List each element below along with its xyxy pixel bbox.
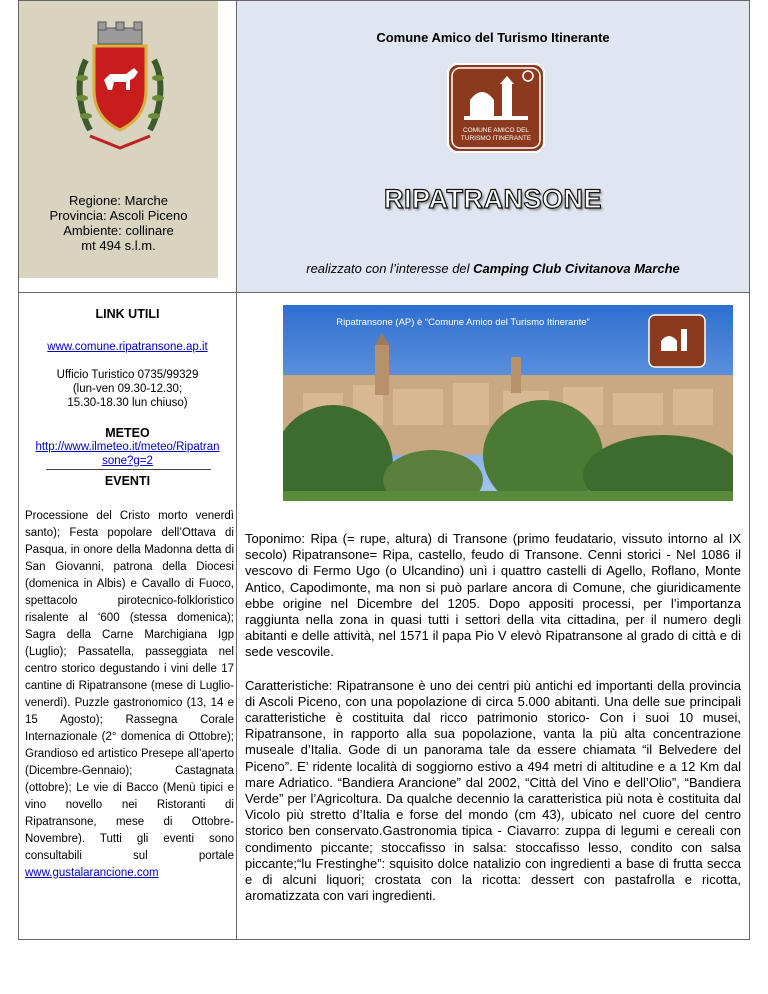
ufficio-line2: (lun-ven 09.30-12.30; [72,383,183,395]
altitudine-text: mt 494 s.l.m. [81,238,156,253]
ufficio-line3: 15.30-18.30 lun chiuso) [67,397,188,409]
credit-line [237,261,749,276]
network-title: Comune Amico del Turismo Itinerante [376,30,610,45]
links-title: LINK UTILI [95,307,160,321]
meteo-link[interactable] [35,441,219,467]
coat-of-arms-icon [70,18,170,158]
town-photo [283,305,733,501]
events-text: Processione del Cristo morto venerdì santo); Festa popolare dell’Ottava di Pasqua, in onore della Madonna detta di San Giovanni, patrona della Diocesi (domenica in Albis) e Cavallo di Fuoco, spettacolo pirotecnico-folkloristico risalente al ‘600 (stessa domenica); Sagra della Carne Marchigiana Igp (Luglio); Passatella, passeggiata nel centro storico degustando i vini delle 17 cantine di Ripatransone (mese di Luglio- venerdì). Puzzle gastronomico (13, 14 e 15 Agosto); Rassegna Corale Internazionale (2° domenica di Ottobre); Grandioso ed artistico Presepe all’aperto (Dicembre-Gennaio); Castagnata (ottobre); Le vie di Bacco (Menù tipici e vino novello nei Ristoranti di Ripatransone, mese di Ottobre-Novembre). Tutti gli eventi sono consultabili sul portale [25,510,234,862]
credit-org: Camping Club Civitanova Marche [473,261,680,276]
toponimo-paragraph: Toponimo: Ripa (= rupe, altura) di Transone (primo feudatario, vissuto intorno al IX secolo) Ripatransone= Ripa, castello, feudo di Transone. Cenni storici - Nel 1086 il vescovo di Fermo Ugo (o Ulcandino) unì i quattro castelli di Agello, Roflano, Monte Antico, Capodimonte, ma non si può parlare ancora di Comune, che giuridicamente ebbe origine nel Dicembre del 1205. Dopo appositi processi, per l’importanza raggiunta nella zona in quasi tutti i settori della vita cittadina, per il numero degli abitanti e delle attività, nel 1571 il papa Pio V elevò Ripatransone al grado di città e di sede vescovile. [245,531,741,660]
provincia-text: Provincia: Ascoli Piceno [49,208,188,223]
comune-amico-logo-icon [446,62,546,154]
meteo-url-line2: sone?g=2 [102,455,153,467]
ufficio-line1: Ufficio Turistico 0735/99329 [56,369,199,381]
regione-text: Regione: Marche [69,193,168,208]
portal-link[interactable]: www.gustalarancione.com [25,867,159,879]
section-separator [46,469,211,470]
meteo-title: METEO [105,426,150,440]
meteo-url-line1: http://www.ilmeteo.it/meteo/Ripatran [35,441,220,453]
page-title: RIPATRANSONE [383,184,602,214]
caratteristiche-paragraph: Caratteristiche: Ripatransone è uno dei centri più antichi ed importanti della provincia di Ascoli Piceno, con una popolazione di circa 5.000 abitanti. Una delle sue principali caratteristiche è costituita dal ricco patrimonio storico- Con i suoi 10 musei, Ripatransone, in rapporto alla sua popolazione, vanta la più alta concentrazione museale d’Italia. Gode di un panorama tale da essere chiamata “il Belvedere del Piceno”. E’ ridente località di soggiorno estivo a 494 metri di altitudine e a 12 Km dal mare Adriatico. “Bandiera Arancione” dal 2002, “Città del Vino e dell’Olio”, “Bandiera Verde” per l’Agricoltura. Da qualche decennio la caratteristica più nota è costituita dal Vicolo più stretto d’Italia e forse del mondo (cm 43), ubicato nel cuore del centro storico ben conservato.Gastronomia tipica - Ciavarro: zuppa di legumi e cereali con condimento piccante; stoccafisso in salsa: stoccafisso lesso, condito con salsa piccante;“lu Frestinghe”: squisito dolce natalizio con ingredienti a base di frutta secca e di alcuni liquori; crostata con la ricotta: dessert con pastafrolla e ricotta, aromatizzata con vari ingredienti. [245,677,741,904]
events-title: EVENTI [104,474,151,488]
description-body [245,531,741,921]
events-list [25,508,234,882]
credit-prefix: realizzato con l’interesse del [306,261,474,276]
region-info [19,193,218,253]
photo-caption: Ripatransone (AP) è “Comune Amico del Turismo Itinerante” [336,317,590,328]
ambiente-text: Ambiente: collinare [63,223,174,238]
logo-line2: TURISMO ITINERANTE [460,135,532,142]
links-section [19,293,236,468]
column-divider [236,0,237,940]
comune-website-link[interactable]: www.comune.ripatransone.ap.it [47,341,208,353]
logo-line1: COMUNE AMICO DEL [462,127,530,134]
